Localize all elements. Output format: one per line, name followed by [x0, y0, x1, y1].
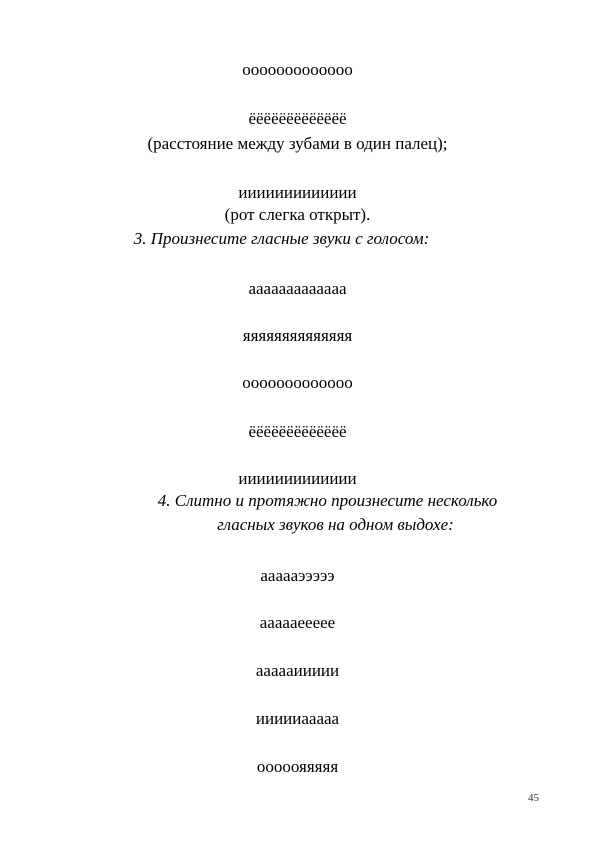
vowel-line-o-2: ооооооооооооо [242, 373, 353, 392]
vowel-line-yo: ёёёёёёёёёёёёё [248, 109, 347, 128]
vowel-line-i: иииииииииииии [238, 183, 357, 202]
page-number: 45 [528, 792, 539, 804]
vowel-combo-o-ya: ооооояяяяя [256, 757, 339, 776]
vowel-line-i-2: иииииииииииии [238, 469, 357, 488]
vowel-combo-a-e: аааааэээээ [260, 566, 335, 585]
instruction-note-mouth: (рот слегка открыт). [224, 205, 371, 224]
exercise-heading-4-cont: гласных звуков на одном выдохе: [217, 515, 454, 534]
vowel-line-o: ооооооооооооо [242, 60, 353, 79]
vowel-line-yo-2: ёёёёёёёёёёёёё [248, 422, 347, 441]
vowel-line-ya: яяяяяяяяяяяяяя [242, 326, 353, 345]
vowel-combo-a-i: ааааaиииии [255, 661, 340, 680]
vowel-combo-a-ye: аааааеееее [259, 613, 336, 632]
exercise-heading-3: 3. Произнесите гласные звуки с голосом: [133, 229, 430, 248]
vowel-line-a: ааааааааааааа [248, 279, 347, 298]
instruction-note-teeth: (расстояние между зубами в один палец); [147, 134, 448, 153]
exercise-heading-4: 4. Слитно и протяжно произнесите несколько [157, 491, 498, 510]
vowel-combo-i-a: иииииааааа [255, 709, 340, 728]
